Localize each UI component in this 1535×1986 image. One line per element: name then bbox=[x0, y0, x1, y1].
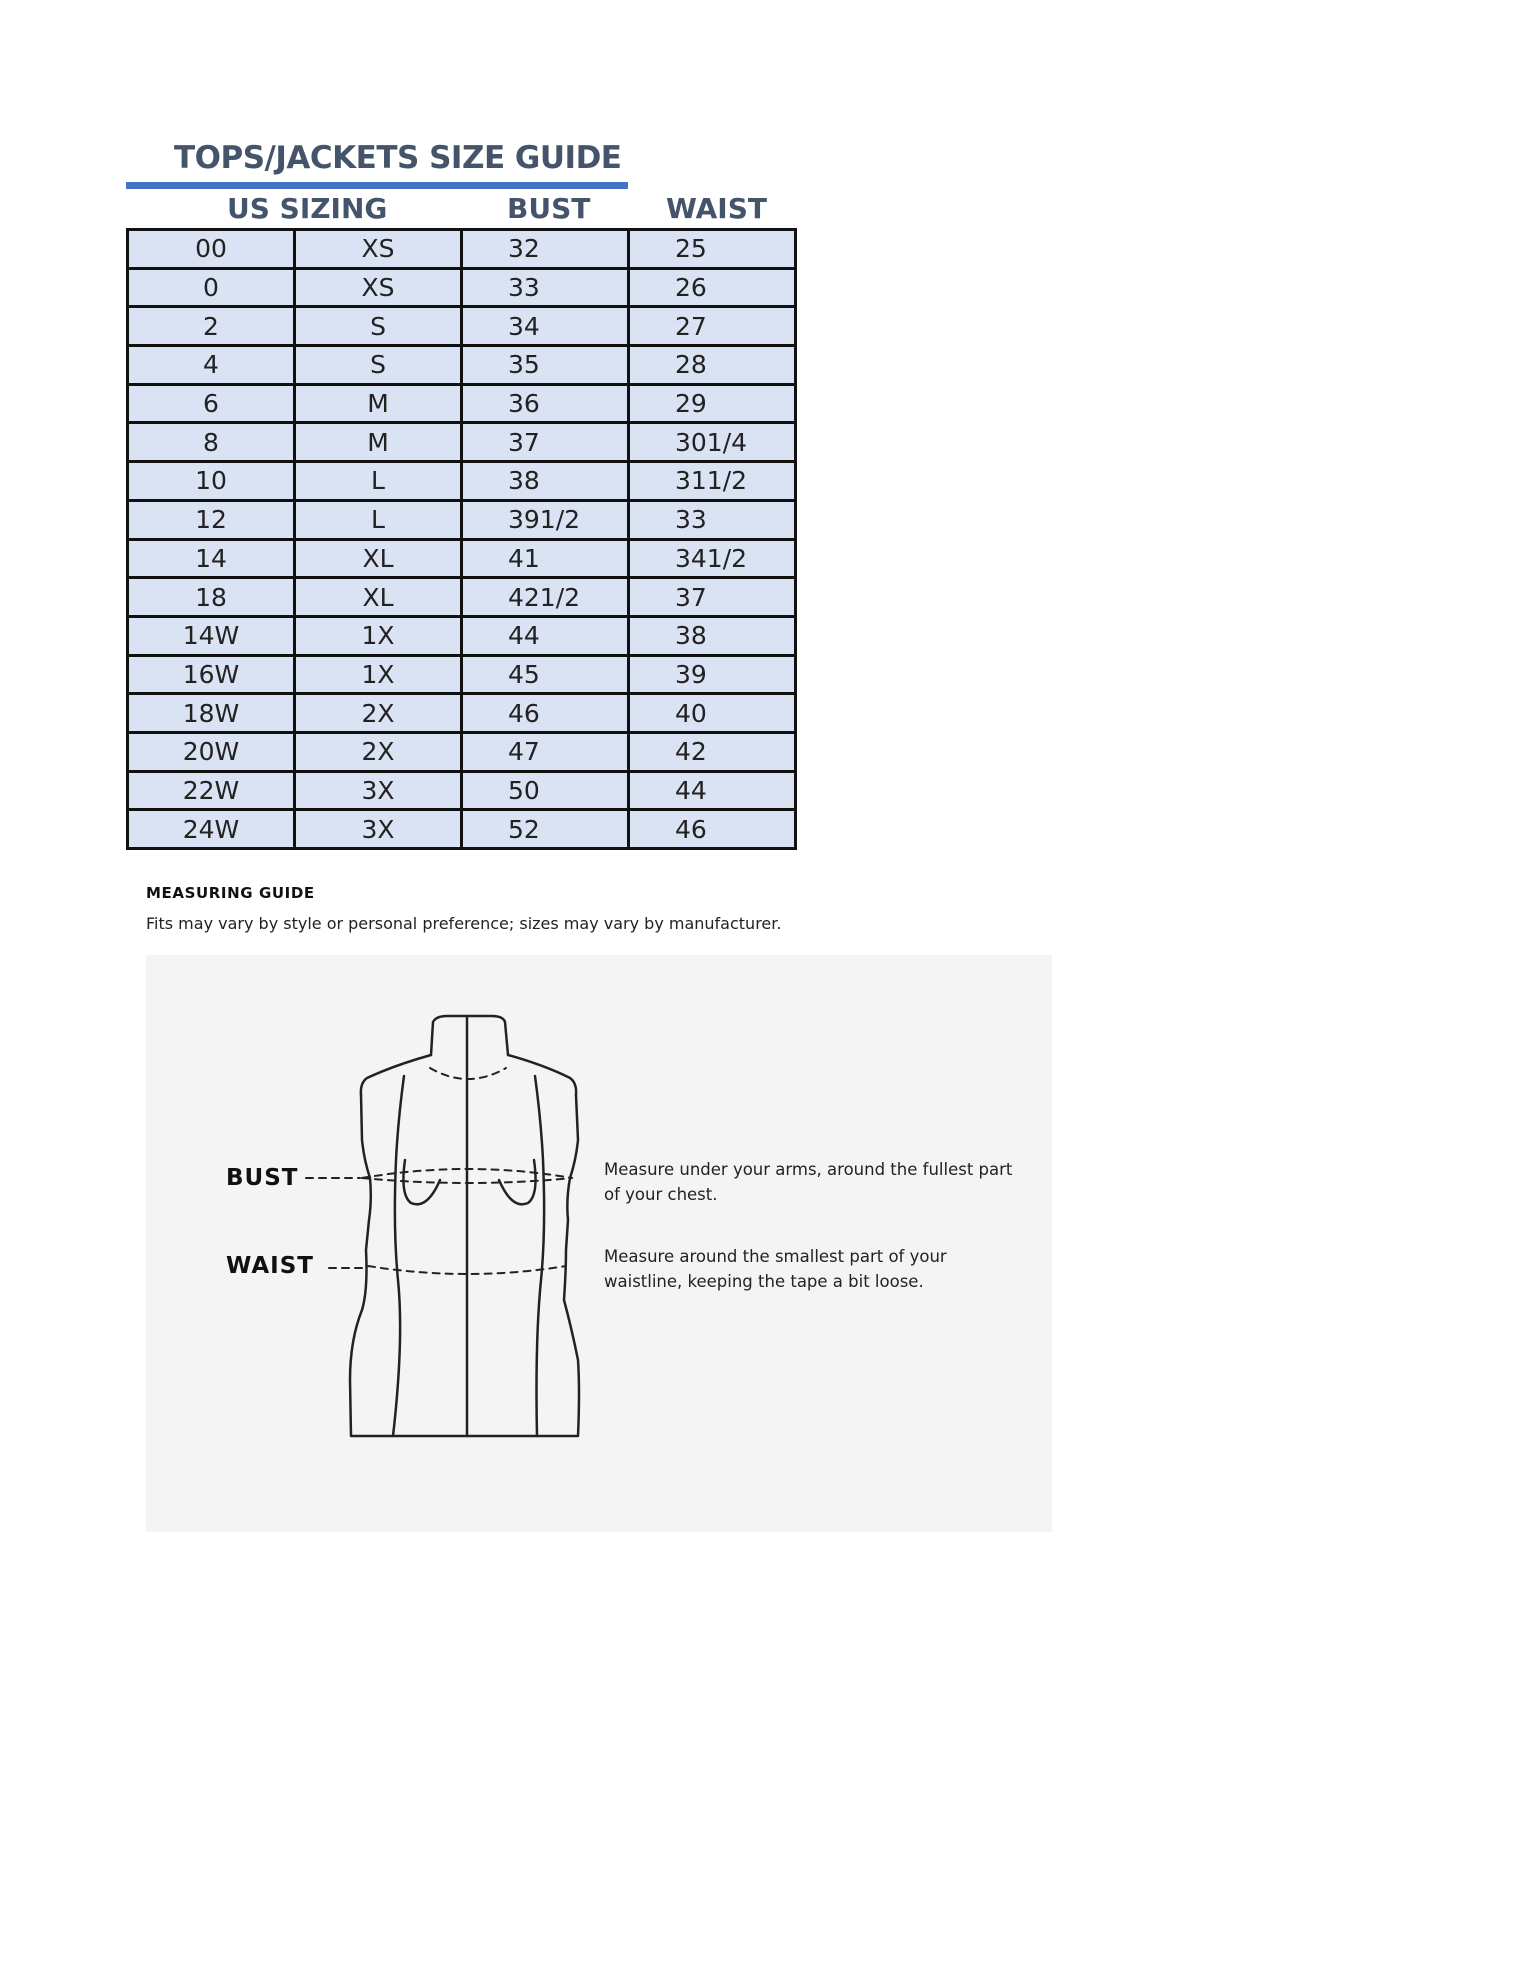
cell-letter-size: L bbox=[295, 500, 462, 539]
cell-waist: 38 bbox=[629, 616, 796, 655]
cell-us-size: 2 bbox=[128, 307, 295, 346]
torso-outline bbox=[350, 1016, 579, 1436]
cell-letter-size: XS bbox=[295, 268, 462, 307]
cell-bust: 46 bbox=[462, 694, 629, 733]
cell-letter-size: 3X bbox=[295, 771, 462, 810]
cell-bust: 38 bbox=[462, 462, 629, 501]
bust-description: Measure under your arms, around the fullest part of your chest. bbox=[604, 1160, 1013, 1204]
cell-bust: 41 bbox=[462, 539, 629, 578]
cell-bust: 45 bbox=[462, 655, 629, 694]
cell-waist: 33 bbox=[629, 500, 796, 539]
cell-us-size: 22W bbox=[128, 771, 295, 810]
cell-us-size: 24W bbox=[128, 810, 295, 849]
waist-description: Measure around the smallest part of your waistline, keeping the tape a bit loose. bbox=[604, 1247, 947, 1291]
cell-bust: 47 bbox=[462, 732, 629, 771]
cell-letter-size: M bbox=[295, 384, 462, 423]
cell-bust: 37 bbox=[462, 423, 629, 462]
cell-letter-size: L bbox=[295, 462, 462, 501]
cell-waist: 301/4 bbox=[629, 423, 796, 462]
cell-bust: 33 bbox=[462, 268, 629, 307]
cell-us-size: 4 bbox=[128, 346, 295, 385]
cell-letter-size: 2X bbox=[295, 732, 462, 771]
size-guide-title: TOPS/JACKETS SIZE GUIDE bbox=[174, 140, 622, 176]
cell-us-size: 20W bbox=[128, 732, 295, 771]
cell-letter-size: S bbox=[295, 346, 462, 385]
cell-us-size: 14 bbox=[128, 539, 295, 578]
cell-letter-size: XL bbox=[295, 578, 462, 617]
cell-us-size: 6 bbox=[128, 384, 295, 423]
cell-bust: 35 bbox=[462, 346, 629, 385]
cell-letter-size: 1X bbox=[295, 616, 462, 655]
cell-waist: 40 bbox=[629, 694, 796, 733]
measuring-guide-heading: MEASURING GUIDE bbox=[146, 884, 315, 902]
column-header-waist: WAIST bbox=[666, 192, 767, 225]
cell-bust: 34 bbox=[462, 307, 629, 346]
cell-us-size: 18W bbox=[128, 694, 295, 733]
cell-us-size: 18 bbox=[128, 578, 295, 617]
cell-waist: 26 bbox=[629, 268, 796, 307]
cell-waist: 37 bbox=[629, 578, 796, 617]
cell-us-size: 12 bbox=[128, 500, 295, 539]
cell-waist: 341/2 bbox=[629, 539, 796, 578]
measuring-guide-subtitle: Fits may vary by style or personal preference; sizes may vary by manufacturer. bbox=[146, 914, 782, 933]
cell-bust: 421/2 bbox=[462, 578, 629, 617]
cell-us-size: 16W bbox=[128, 655, 295, 694]
cell-bust: 50 bbox=[462, 771, 629, 810]
cell-bust: 52 bbox=[462, 810, 629, 849]
cell-us-size: 10 bbox=[128, 462, 295, 501]
cell-waist: 311/2 bbox=[629, 462, 796, 501]
cell-us-size: 8 bbox=[128, 423, 295, 462]
cell-waist: 46 bbox=[629, 810, 796, 849]
cell-letter-size: 3X bbox=[295, 810, 462, 849]
cell-bust: 44 bbox=[462, 616, 629, 655]
cell-waist: 25 bbox=[629, 230, 796, 269]
cell-letter-size: XS bbox=[295, 230, 462, 269]
cell-us-size: 00 bbox=[128, 230, 295, 269]
cell-bust: 391/2 bbox=[462, 500, 629, 539]
cell-waist: 42 bbox=[629, 732, 796, 771]
bust-label: BUST bbox=[226, 1165, 299, 1191]
cell-letter-size: 1X bbox=[295, 655, 462, 694]
cell-waist: 28 bbox=[629, 346, 796, 385]
cell-waist: 44 bbox=[629, 771, 796, 810]
cell-bust: 36 bbox=[462, 384, 629, 423]
cell-letter-size: M bbox=[295, 423, 462, 462]
column-header-us-sizing: US SIZING bbox=[227, 192, 388, 225]
measure-lines bbox=[306, 1068, 572, 1274]
cell-us-size: 0 bbox=[128, 268, 295, 307]
cell-waist: 39 bbox=[629, 655, 796, 694]
cell-letter-size: 2X bbox=[295, 694, 462, 733]
cell-us-size: 14W bbox=[128, 616, 295, 655]
column-header-bust: BUST bbox=[507, 192, 591, 225]
cell-bust: 32 bbox=[462, 230, 629, 269]
cell-letter-size: S bbox=[295, 307, 462, 346]
waist-label: WAIST bbox=[226, 1253, 314, 1279]
cell-waist: 29 bbox=[629, 384, 796, 423]
cell-letter-size: XL bbox=[295, 539, 462, 578]
cell-waist: 27 bbox=[629, 307, 796, 346]
